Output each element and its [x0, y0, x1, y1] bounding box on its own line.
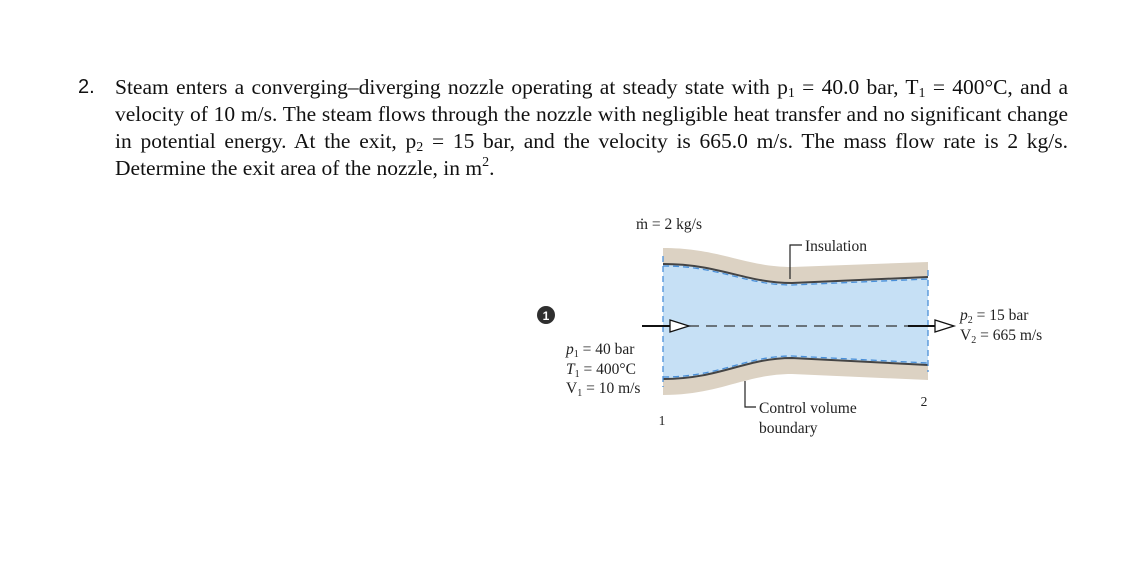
- station-1-label: 1: [658, 413, 666, 428]
- cv-leader: [745, 381, 756, 407]
- inlet-pressure: p1 = 40 bar: [566, 341, 635, 360]
- mass-flow-label: ṁ = 2 kg/s: [636, 216, 703, 233]
- exit-conditions: [959, 307, 1042, 346]
- problem-number: 2.: [78, 76, 95, 98]
- inlet-velocity: V1 = 10 m/s: [566, 380, 641, 399]
- state-badge-number: 1: [542, 309, 550, 323]
- exit-velocity: V2 = 665 m/s: [960, 327, 1043, 346]
- problem-text: Steam enters a converging–diverging nozzle operating at steady state with $p_1 = 40.0$ bar, $T_1 = 400^\circ C$, and a velocity of 10 m/s. The steam flows through the nozzle with negligible heat transfer and no significant change in potential energy. At the exit, $p_2 = 15$ bar, and the velocity is 665.0 m/s. The mass flow rate is 2 kg/s. Determine the exit area of the nozzle, in $m^2$.: [115, 75, 1068, 180]
- inlet-temperature: T1 = 400°C: [566, 361, 636, 380]
- exit-pressure: p2 = 15 bar: [960, 307, 1029, 326]
- insulation-label: Insulation: [805, 238, 867, 255]
- inlet-conditions: [565, 341, 640, 399]
- cv-label-line1: Control volume: [759, 400, 857, 417]
- station-2-label: 2: [920, 394, 928, 409]
- cv-label-line2: boundary: [759, 420, 818, 437]
